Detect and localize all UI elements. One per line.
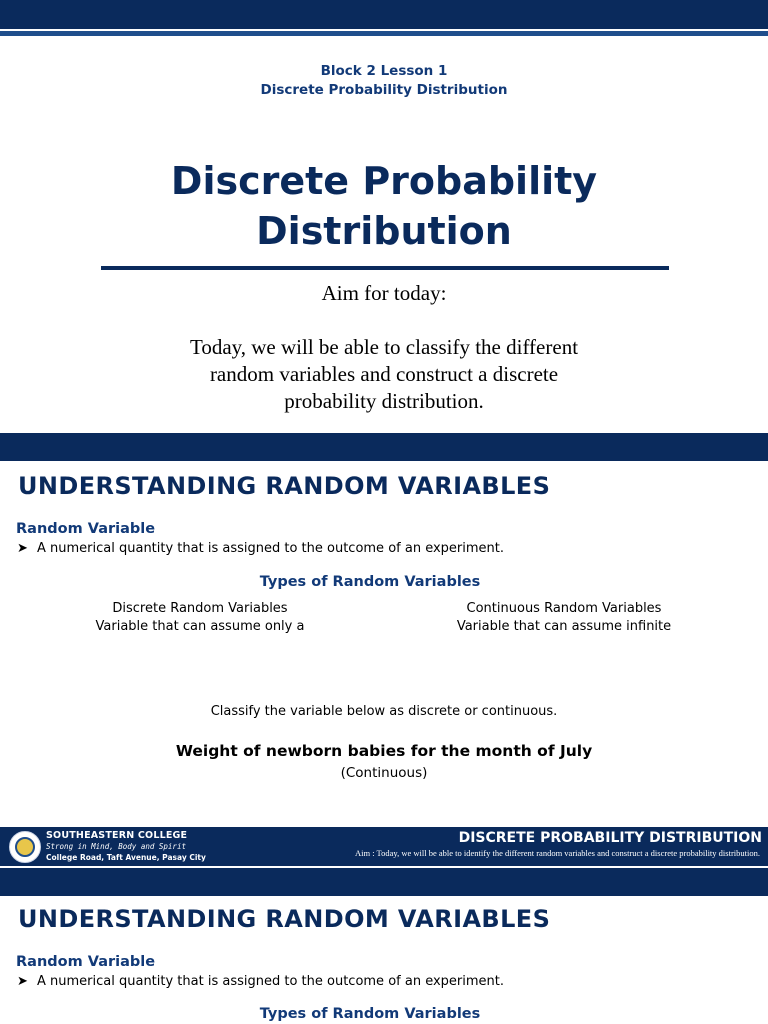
- college-seal-icon: [9, 831, 41, 863]
- title-line-2: Distribution: [256, 209, 512, 253]
- discrete-column-cut-text: Variable that can assume only a: [95, 619, 305, 634]
- classify-answer: (Continuous): [340, 765, 428, 781]
- random-variable-heading: Random Variable: [16, 521, 156, 537]
- bullet-arrow-icon: ➤: [17, 541, 28, 556]
- definition-text: A numerical quantity that is assigned to the outcome of an experiment.: [37, 541, 504, 556]
- footer-aim: Aim : Today, we will be able to identify the different random variables and construct a discrete probability distribution.: [354, 848, 760, 858]
- types-heading-2: Types of Random Variables: [259, 1006, 481, 1022]
- aim-heading: Aim for today:: [321, 281, 447, 305]
- college-name: SOUTHEASTERN COLLEGE: [46, 830, 188, 841]
- lesson-label: [0, 62, 768, 100]
- block-subtitle: Discrete Probability Distribution: [260, 82, 508, 98]
- bullet-arrow-icon: ➤: [17, 974, 28, 989]
- aim-line-3: probability distribution.: [284, 389, 484, 413]
- slide-separator-bar: [0, 433, 768, 461]
- footer-title: DISCRETE PROBABILITY DISTRIBUTION: [458, 830, 762, 846]
- random-variable-definition: [17, 541, 504, 556]
- top-accent-line: [0, 31, 768, 36]
- slide-separator-bar-2: [0, 868, 768, 896]
- types-heading: Types of Random Variables: [259, 574, 481, 590]
- aim-line-1: Today, we will be able to classify the different: [189, 335, 579, 359]
- college-address: College Road, Taft Avenue, Pasay City: [46, 853, 206, 862]
- continuous-column-heading: Continuous Random Variables: [466, 601, 662, 616]
- slide-title: [0, 156, 768, 256]
- section-heading-2: UNDERSTANDING RANDOM VARIABLES: [18, 905, 551, 933]
- definition-text-2: A numerical quantity that is assigned to the outcome of an experiment.: [37, 974, 504, 989]
- aim-text: [0, 334, 768, 415]
- title-divider: [101, 266, 669, 270]
- classify-question: Weight of newborn babies for the month of July: [175, 742, 593, 760]
- discrete-column-heading: Discrete Random Variables: [112, 601, 288, 616]
- block-label: Block 2 Lesson 1: [320, 63, 448, 79]
- top-banner: [0, 0, 768, 29]
- title-line-1: Discrete Probability: [170, 159, 598, 203]
- section-heading: UNDERSTANDING RANDOM VARIABLES: [18, 472, 551, 500]
- random-variable-heading-2: Random Variable: [16, 954, 156, 970]
- classify-instruction: Classify the variable below as discrete or continuous.: [210, 704, 558, 719]
- random-variable-definition-2: [17, 974, 504, 989]
- continuous-column-cut-text: Variable that can assume infinite: [456, 619, 672, 634]
- aim-line-2: random variables and construct a discrete: [209, 362, 559, 386]
- college-motto: Strong in Mind, Body and Spirit: [46, 842, 186, 851]
